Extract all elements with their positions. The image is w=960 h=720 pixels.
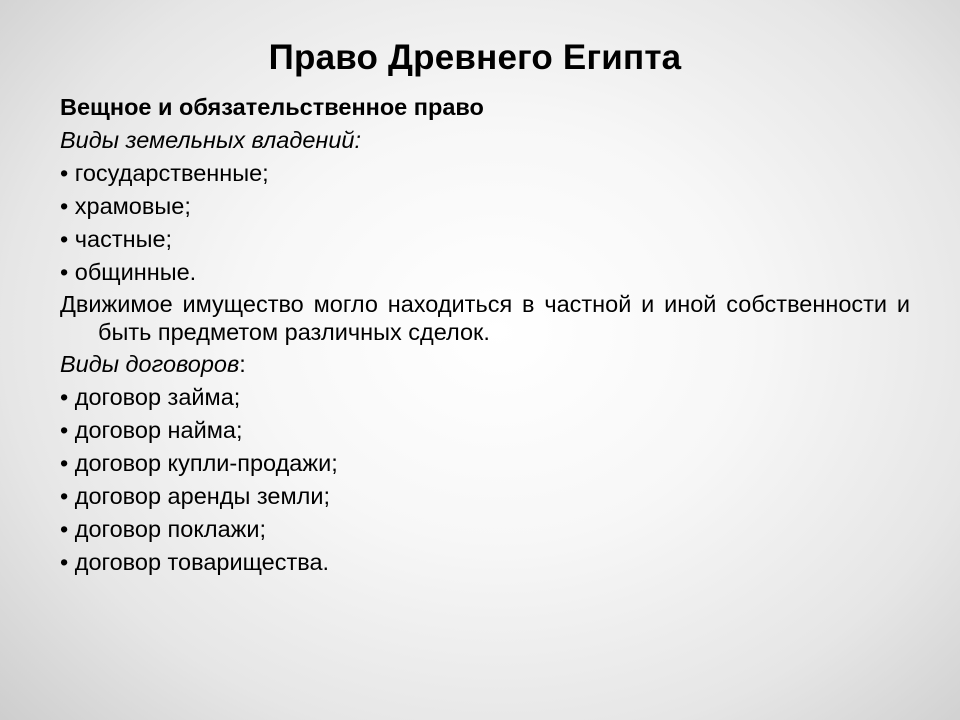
contract-type-item: • договор займа; [60, 382, 910, 412]
land-type-item: • государственные; [60, 158, 910, 188]
land-type-item: • частные; [60, 224, 910, 254]
contract-type-item: • договор аренды земли; [60, 481, 910, 511]
contract-type-item: • договор купли-продажи; [60, 448, 910, 478]
section-heading: Вещное и обязательственное право [60, 94, 484, 120]
contract-types-colon: : [239, 351, 246, 377]
contract-type-item: • договор товарищества. [60, 547, 910, 577]
land-type-item: • общинные. [60, 257, 910, 287]
contract-types-label-line [60, 349, 910, 379]
contract-type-item: • договор найма; [60, 415, 910, 445]
slide-content [60, 92, 910, 580]
movable-property-text: Движимое имущество могло находиться в частной и иной собственности и быть предметом различных сделок. [60, 291, 910, 345]
contract-types-label: Виды договоров [60, 351, 240, 377]
land-types-label: Виды земельных владений: [60, 127, 362, 153]
land-type-item: • храмовые; [60, 191, 910, 221]
slide-title: Право Древнего Египта [268, 38, 682, 77]
contract-type-item: • договор поклажи; [60, 514, 910, 544]
